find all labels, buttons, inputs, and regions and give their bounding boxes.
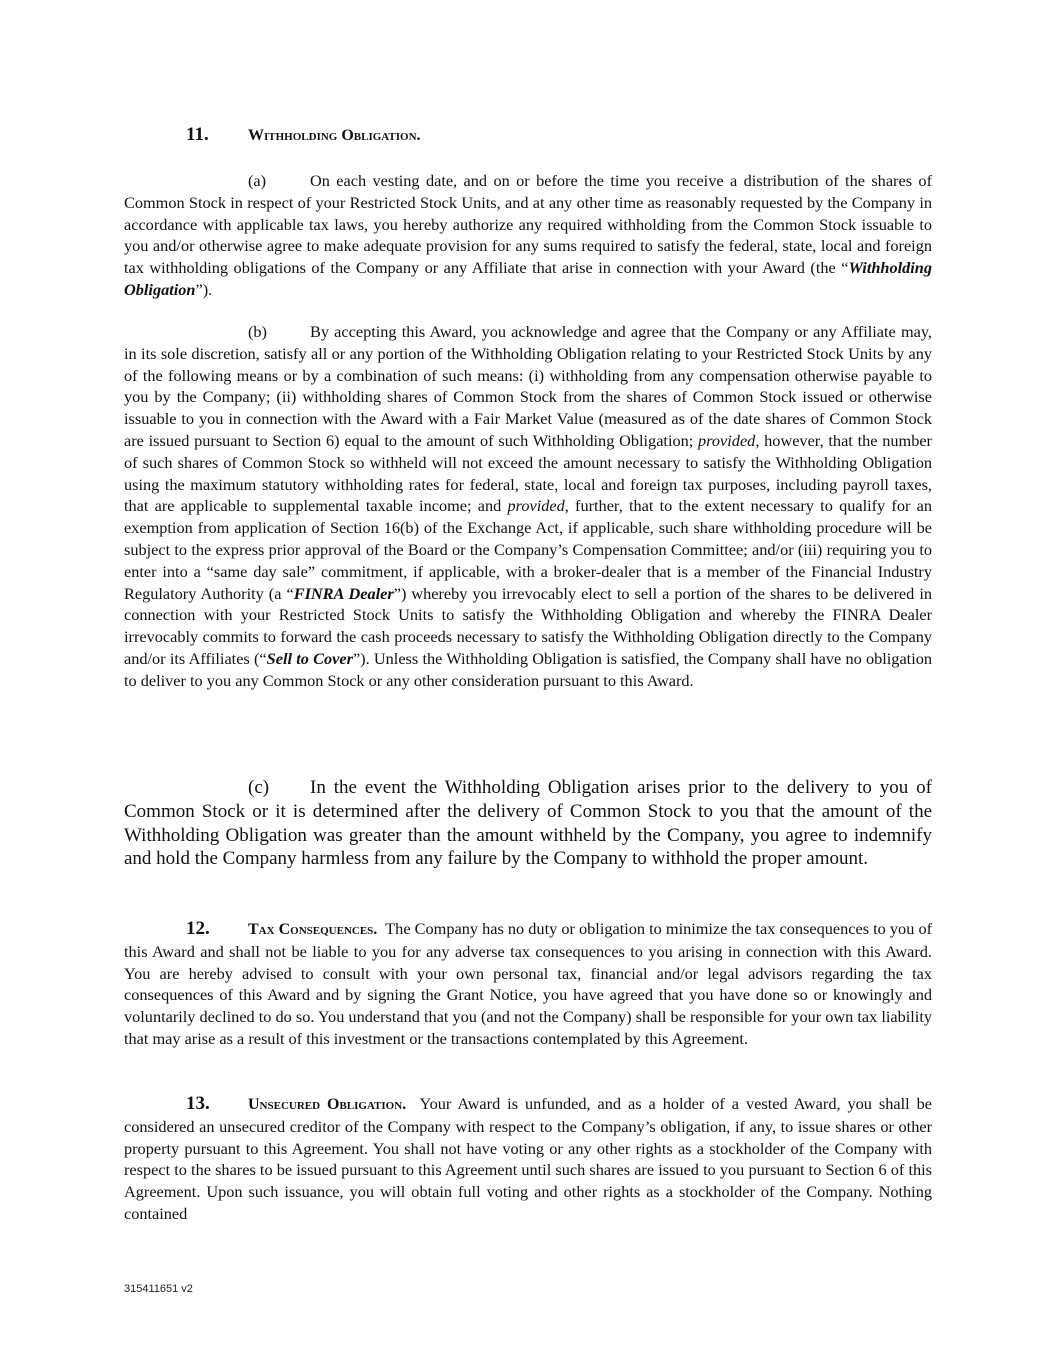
paragraph-a-text-1: On each vesting date, and on or before the time you receive a distribution of the shares of Common Stock in respect of your Restricted Stock Units, and at any other time as reasonably requested by the Company in accordance with applicable tax laws, you hereby authorize any required withholding from the Common Stock issuable to you and/or otherwise agree to make adequate provision for any sums required to satisfy the federal, state, local and foreign tax withholding obligations of the Company or any Affiliate that arise in connection with your Award (the “ bbox=[124, 171, 932, 278]
section-13-text: Your Award is unfunded, and as a holder of a vested Award, you shall be considered an unsecured creditor of the Company with respect to the Company’s obligation, if any, to issue shares or other property pursuant to this Agreement. You shall not have voting or any other rights as a stockholder of the Company with respect to the shares to be issued pursuant to this Agreement until such shares are issued to you pursuant to Section 6 of this Agreement. Upon such issuance, you will obtain full voting and other rights as a stockholder of the Company. Nothing contained bbox=[124, 1094, 932, 1223]
paragraph-b-text-5: ”). Unless the Withholding Obligation is satisfied, the Company shall have no obligation to deliver to you any Common Stock or any other consideration pursuant to this Award. bbox=[124, 648, 932, 690]
provided-italic-2: provided bbox=[507, 496, 565, 516]
provided-italic-1: provided bbox=[698, 430, 756, 450]
section-13-number: 13. bbox=[186, 1093, 210, 1114]
defined-term-sell-to-cover: Sell to Cover bbox=[266, 648, 353, 668]
paragraph-b-label: (b) bbox=[248, 322, 267, 341]
section-12-paragraph bbox=[124, 918, 932, 1050]
defined-term-finra-dealer: FINRA Dealer bbox=[293, 583, 394, 603]
paragraph-c-label: (c) bbox=[248, 777, 270, 798]
section-11-paragraph-a bbox=[124, 170, 932, 301]
section-11-paragraph-c bbox=[124, 776, 932, 871]
paragraph-a-text-2: ”). bbox=[195, 279, 213, 299]
paragraph-b-text-4: ”) whereby you irrevocably elect to sell a portion of the shares to be delivered in connection with your Restricted Stock Units to satisfy the Withholding Obligation and whereby the FINRA Dealer irrevocably commits to forward the cash proceeds necessary to satisfy the Withholding Obligation directly to the Company and/or its Affiliates (“ bbox=[124, 583, 932, 668]
defined-term-withholding-obligation: Withholding Obligation bbox=[124, 258, 932, 299]
paragraph-b-text-1: By accepting this Award, you acknowledge and agree that the Company or any Affiliate may, in its sole discretion, satisfy all or any portion of the Withholding Obligation relating to your Restricted Stock Units by any of the following means or by a combination of such means: (i) withholding from any compensation otherwise payable to you by the Company; (ii) withholding shares of Common Stock from the shares of Common Stock issued or otherwise issuable to you in connection with the Award with a Fair Market Value (measured as of the date shares of Common Stock are issued pursuant to Section 6) equal to the amount of such Withholding Obligation; bbox=[124, 322, 932, 450]
section-13-paragraph bbox=[124, 1093, 932, 1225]
section-13-title: Unsecured Obligation. bbox=[248, 1096, 407, 1113]
paragraph-c-text: In the event the Withholding Obligation arises prior to the delivery to you of Common Stock or it is determined after the delivery of Common Stock to you that the amount of the Withholding Obligation was greater than the amount withheld by the Company, you agree to indemnify and hold the Company harmless from any failure by the Company to withhold the proper amount. bbox=[124, 777, 932, 870]
section-11-heading bbox=[124, 124, 932, 146]
document-id-footer: 315411651 v2 bbox=[124, 1283, 193, 1295]
section-12-number: 12. bbox=[186, 918, 210, 939]
paragraph-a-label: (a) bbox=[248, 171, 267, 190]
section-11-number: 11. bbox=[186, 124, 209, 145]
section-12-text: The Company has no duty or obligation to minimize the tax consequences to you of this Award and shall not be liable to you for any adverse tax consequences to you arising in connection with this Award. You are hereby advised to consult with your own personal tax, financial and/or legal advisors regarding the tax consequences of this Award and by signing the Grant Notice, you have agreed that you have done so or knowingly and voluntarily declined to do so. You understand that you (and not the Company) shall be responsible for your own tax liability that may arise as a result of this investment or the transactions contemplated by this Agreement. bbox=[124, 919, 933, 1048]
paragraph-b-text-2: , however, that the number of such shares of Common Stock so withheld will not exceed the amount necessary to satisfy the Withholding Obligation using the maximum statutory withholding rates for federal, state, local and foreign tax purposes, including payroll taxes, that are applicable to supplemental taxable income; and bbox=[124, 430, 932, 516]
section-11-title: Withholding Obligation. bbox=[248, 127, 421, 144]
section-12-title: Tax Consequences. bbox=[248, 921, 378, 938]
paragraph-b-text-3: , further, that to the extent necessary to qualify for an exemption from application of Section 16(b) of the Exchange Act, if applicable, such share withholding procedure will be subject to the express prior approval of the Board or the Company’s Compensation Committee; and/or (iii) requiring you to enter into a “same day sale” commitment, if applicable, with a broker-dealer that is a member of the Financial Industry Regulatory Authority (a “ bbox=[124, 496, 932, 603]
section-11-paragraph-b bbox=[124, 321, 932, 692]
